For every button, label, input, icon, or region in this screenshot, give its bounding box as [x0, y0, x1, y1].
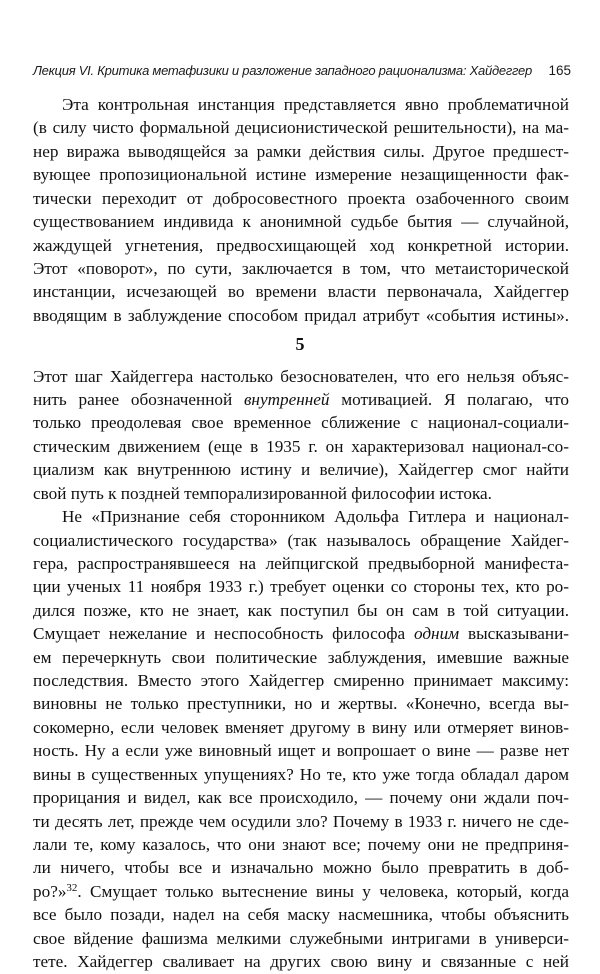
- paragraph3-line: Не «Признание себя сторонником Адольфа Гитлера и национал-: [62, 507, 569, 527]
- paragraph1-line: Этот «поворот», по сути, заключается в том, что метаисторической: [33, 258, 569, 278]
- paragraph3-line: прорицания и видел, как все происходило, — почему они ждали поч-: [33, 788, 569, 808]
- paragraph3-line: ем перечеркнуть свои политические заблуждения, имевшие важные: [33, 647, 569, 667]
- paragraph3-line: свое вйдение фашизма мелкими служебными интригами в универси-: [33, 928, 569, 948]
- section-number: 5: [295, 334, 305, 355]
- paragraph3-line: все было позади, надел на себя маску насмешника, чтобы объяснить: [33, 905, 569, 925]
- paragraph3-line: ции ученых 11 ноября 1933 г.) требует оценки со стороны тех, кто ро-: [33, 577, 569, 597]
- paragraph3-line: [33, 880, 569, 903]
- paragraph2-line: Этот шаг Хайдеггера настолько безоснователен, что его нельзя объяс-: [33, 366, 569, 386]
- text-run: Смущает нежелание и неспособность философа: [33, 624, 414, 644]
- paragraph3-line: гера, распространявшееся на лейпцигской предвыборной манифеста-: [33, 553, 569, 573]
- paragraph1-line: существованием индивида к анонимной судьбе бытия — случайной,: [33, 212, 569, 232]
- paragraph1-line: жаждущей угнетения, предвосхищающей ход конкретной истории.: [33, 235, 569, 255]
- paragraph3-line: дился позже, кто не знает, как поступил бы он сам в той ситуации.: [33, 600, 569, 620]
- paragraph3-line: лали те, кому казалось, что они знают все; почему они не предприня-: [33, 834, 569, 854]
- footnote-marker: 32: [66, 881, 78, 894]
- paragraph3-line: ти десять лет, прежде чем осудили зло? Почему в 1933 г. ничего не сде-: [33, 811, 569, 831]
- text-run: высказывани-: [459, 624, 569, 644]
- paragraph2-line: свой путь к поздней темпорализированной философии истока.: [33, 483, 492, 503]
- paragraph3-line: сокомерно, если человек вменяет другому в вину или отмеряет винов-: [33, 717, 569, 737]
- paragraph1-line: Эта контрольная инстанция представляется явно проблематичной: [62, 95, 569, 114]
- paragraph2-line: [33, 388, 569, 411]
- paragraph2-line: циализм как внутреннюю истину и величие), Хайдеггер смог найти: [33, 460, 569, 480]
- paragraph1-line: нер виража выводящейся за рамки действия силы. Другое предшест-: [33, 141, 569, 161]
- text-run: нить ранее обозначенной: [33, 390, 244, 409]
- paragraph1-line: (в силу чисто формальной децисионистической решительности), на ма-: [33, 118, 569, 138]
- paragraph1-line: тически переходит от добросовестного проекта озабоченного своим: [33, 188, 569, 208]
- paragraph3-line: тете. Хайдеггер сваливает на других свою вину и связанные с ней: [33, 952, 569, 971]
- paragraph3-line: вины в существенных упущениях? Но те, кто уже тогда обладал даром: [33, 764, 569, 784]
- paragraph3-line: [33, 622, 569, 645]
- paragraph1-line: инстанции, исчезающей во времени власти первоначала, Хайдеггер: [33, 282, 569, 302]
- paragraph1-line: вующее пропозициональной истине измерение незащищенности фак-: [33, 165, 569, 185]
- paragraph3-line: социалистического государства» (так называлось обращение Хайдег-: [33, 530, 569, 550]
- paragraph3-line: виновны не только преступники, но и жертвы. «Конечно, всегда вы-: [33, 694, 569, 714]
- emphasis-text: одним: [413, 624, 460, 644]
- text-run: мотивацией. Я полагаю, что: [329, 390, 570, 409]
- paragraph1-line: вводящим в заблуждение способом придал атрибут «события истины».: [33, 305, 569, 325]
- paragraph3-line: ли ничего, чтобы все и изначально можно было превратить в доб-: [33, 858, 569, 878]
- paragraph3-line: ность. Ну а если уже виновный ищет и вопрошает о вине — разве нет: [33, 741, 569, 761]
- paragraph2-line: только преодолевая свое временное сближение с национал-социали-: [33, 413, 569, 433]
- text-run: . Смущает только вытеснение вины у человека, который, когда: [77, 881, 569, 901]
- paragraph2-line: стическим движением (еще в 1935 г. он характеризовал национал-со-: [33, 436, 569, 456]
- running-header: [33, 60, 573, 82]
- page-number: 165: [548, 63, 571, 78]
- header-title: Лекция VI. Критика метафизики и разложение западного рационализма: Хайдеггер: [33, 63, 533, 78]
- paragraph3-line: последствия. Вместо этого Хайдеггер смиренно принимает максиму:: [33, 671, 569, 690]
- text-run: ро?»: [33, 881, 67, 901]
- emphasis-text: внутренней: [243, 390, 330, 409]
